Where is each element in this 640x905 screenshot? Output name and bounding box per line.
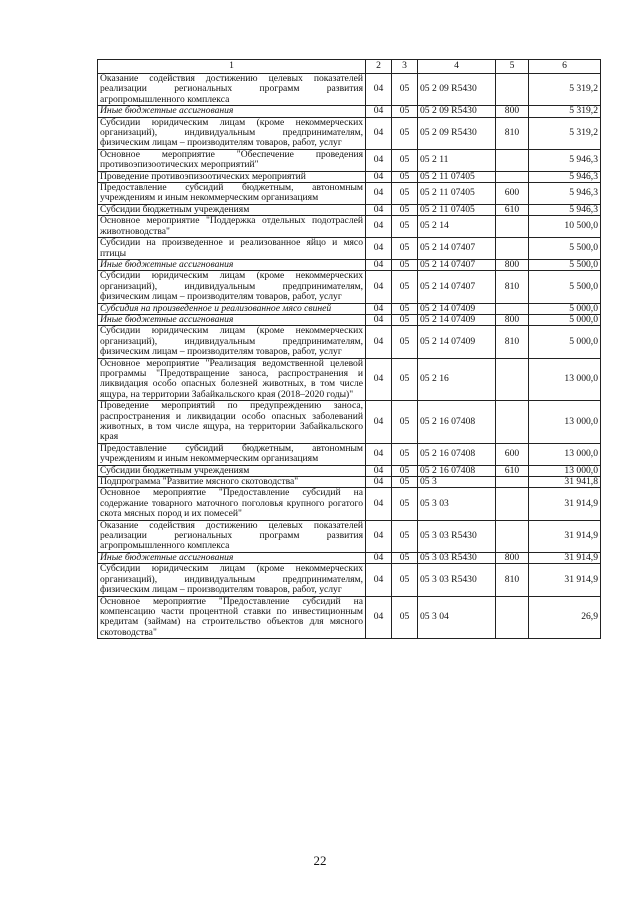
- row-name-cell: Субсидии бюджетным учреждениям: [98, 204, 366, 215]
- table-row: [98, 271, 601, 303]
- expense-type-cell: [496, 74, 529, 106]
- target-article-cell: 05 2 16 07408: [418, 465, 496, 476]
- target-article-cell: 05 2 09 R5430: [418, 117, 496, 149]
- row-name-cell: Подпрограмма "Развитие мясного скотоводства": [98, 477, 366, 488]
- row-name-cell: Основное мероприятие "Предоставление субсидий на содержание товарного маточного поголовья крупного рогатого скота мясных пород и их помесей": [98, 488, 366, 520]
- subsection-code-cell: 05: [392, 106, 418, 117]
- section-code-cell: 04: [366, 216, 392, 238]
- amount-cell: 31 914,9: [529, 552, 601, 563]
- row-name-cell: Субсидии юридическим лицам (кроме некоммерческих организаций), индивидуальным предпринимателям, физическим лицам – производителям товаров, работ, услуг: [98, 117, 366, 149]
- target-article-cell: 05 3 03 R5430: [418, 564, 496, 596]
- section-code-cell: 04: [366, 149, 392, 171]
- table-row: [98, 401, 601, 444]
- expense-type-cell: 810: [496, 564, 529, 596]
- row-name-cell: Основное мероприятие "Обеспечение проведения противоэпизоотических мероприятий": [98, 149, 366, 171]
- subsection-code-cell: 05: [392, 74, 418, 106]
- table-row: [98, 326, 601, 358]
- amount-cell: 5 500,0: [529, 259, 601, 270]
- table-row: [98, 74, 601, 106]
- expense-type-cell: 610: [496, 465, 529, 476]
- section-code-cell: 04: [366, 271, 392, 303]
- table-row: [98, 520, 601, 552]
- subsection-code-cell: 05: [392, 238, 418, 260]
- target-article-cell: 05 2 11 07405: [418, 204, 496, 215]
- expense-type-cell: 600: [496, 183, 529, 205]
- table-row: [98, 149, 601, 171]
- expense-type-cell: 800: [496, 106, 529, 117]
- subsection-code-cell: 05: [392, 259, 418, 270]
- amount-cell: 5 946,3: [529, 204, 601, 215]
- amount-cell: 13 000,0: [529, 465, 601, 476]
- subsection-code-cell: 05: [392, 477, 418, 488]
- table-row: [98, 216, 601, 238]
- expense-type-cell: 800: [496, 259, 529, 270]
- target-article-cell: 05 2 16: [418, 358, 496, 401]
- amount-cell: 5 000,0: [529, 303, 601, 314]
- page-number: 22: [313, 853, 327, 868]
- amount-cell: 5 319,2: [529, 74, 601, 106]
- target-article-cell: 05 2 14 07409: [418, 314, 496, 325]
- section-code-cell: 04: [366, 204, 392, 215]
- row-name-cell: Проведение противоэпизоотических мероприятий: [98, 171, 366, 182]
- expense-type-cell: 810: [496, 117, 529, 149]
- section-code-cell: 04: [366, 552, 392, 563]
- section-code-cell: 04: [366, 401, 392, 444]
- amount-cell: 13 000,0: [529, 358, 601, 401]
- amount-cell: 31 914,9: [529, 520, 601, 552]
- row-name-cell: Субсидии бюджетным учреждениям: [98, 465, 366, 476]
- table-row: [98, 259, 601, 270]
- section-code-cell: 04: [366, 106, 392, 117]
- target-article-cell: 05 2 14 07407: [418, 271, 496, 303]
- target-article-cell: 05 2 09 R5430: [418, 106, 496, 117]
- row-name-cell: Субсидии юридическим лицам (кроме некоммерческих организаций), индивидуальным предпринимателям, физическим лицам – производителям товаров, работ, услуг: [98, 271, 366, 303]
- header-cell: 6: [529, 60, 601, 74]
- section-code-cell: 04: [366, 465, 392, 476]
- header-cell: 2: [366, 60, 392, 74]
- subsection-code-cell: 05: [392, 358, 418, 401]
- target-article-cell: 05 3 03 R5430: [418, 520, 496, 552]
- target-article-cell: 05 2 14: [418, 216, 496, 238]
- amount-cell: 5 946,3: [529, 171, 601, 182]
- subsection-code-cell: 05: [392, 564, 418, 596]
- expense-type-cell: [496, 596, 529, 639]
- subsection-code-cell: 05: [392, 314, 418, 325]
- table-row: [98, 171, 601, 182]
- amount-cell: 10 500,0: [529, 216, 601, 238]
- expense-type-cell: [496, 358, 529, 401]
- row-name-cell: Иные бюджетные ассигнования: [98, 314, 366, 325]
- table-row: [98, 204, 601, 215]
- expense-type-cell: 800: [496, 314, 529, 325]
- subsection-code-cell: 05: [392, 465, 418, 476]
- expense-type-cell: 610: [496, 204, 529, 215]
- table-row: [98, 443, 601, 465]
- header-cell: 3: [392, 60, 418, 74]
- target-article-cell: 05 2 14 07409: [418, 303, 496, 314]
- target-article-cell: 05 2 11 07405: [418, 183, 496, 205]
- header-cell: 4: [418, 60, 496, 74]
- subsection-code-cell: 05: [392, 401, 418, 444]
- table-row: [98, 552, 601, 563]
- budget-table: [97, 59, 601, 639]
- amount-cell: 5 319,2: [529, 117, 601, 149]
- expense-type-cell: 800: [496, 552, 529, 563]
- section-code-cell: 04: [366, 443, 392, 465]
- target-article-cell: 05 2 16 07408: [418, 401, 496, 444]
- subsection-code-cell: 05: [392, 117, 418, 149]
- table-row: [98, 238, 601, 260]
- section-code-cell: 04: [366, 117, 392, 149]
- table-row: [98, 303, 601, 314]
- row-name-cell: Основное мероприятие "Реализация ведомственной целевой программы "Предотвращение заноса, распространения и ликвидация особо опасных болезней животных, в том числе ящура, на территории Забайкальского края (2018–2020 годы)": [98, 358, 366, 401]
- section-code-cell: 04: [366, 303, 392, 314]
- expense-type-cell: [496, 303, 529, 314]
- amount-cell: 13 000,0: [529, 401, 601, 444]
- subsection-code-cell: 05: [392, 271, 418, 303]
- table-row: [98, 596, 601, 639]
- expense-type-cell: [496, 488, 529, 520]
- table-row: [98, 314, 601, 325]
- table-row: [98, 477, 601, 488]
- target-article-cell: 05 2 09 R5430: [418, 74, 496, 106]
- target-article-cell: 05 3: [418, 477, 496, 488]
- table-row: [98, 106, 601, 117]
- amount-cell: 13 000,0: [529, 443, 601, 465]
- section-code-cell: 04: [366, 596, 392, 639]
- subsection-code-cell: 05: [392, 216, 418, 238]
- row-name-cell: Субсидия на произведенное и реализованное мясо свиней: [98, 303, 366, 314]
- amount-cell: 5 500,0: [529, 238, 601, 260]
- row-name-cell: Иные бюджетные ассигнования: [98, 106, 366, 117]
- subsection-code-cell: 05: [392, 303, 418, 314]
- header-row: [98, 60, 601, 74]
- amount-cell: 5 500,0: [529, 271, 601, 303]
- row-name-cell: Субсидии юридическим лицам (кроме некоммерческих организаций), индивидуальным предпринимателям, физическим лицам – производителям товаров, работ, услуг: [98, 564, 366, 596]
- row-name-cell: Иные бюджетные ассигнования: [98, 552, 366, 563]
- expense-type-cell: [496, 171, 529, 182]
- section-code-cell: 04: [366, 488, 392, 520]
- expense-type-cell: [496, 216, 529, 238]
- expense-type-cell: 810: [496, 326, 529, 358]
- table-row: [98, 358, 601, 401]
- target-article-cell: 05 3 03: [418, 488, 496, 520]
- amount-cell: 26,9: [529, 596, 601, 639]
- row-name-cell: Оказание содействия достижению целевых показателей реализации региональных программ развития агропромышленного комплекса: [98, 520, 366, 552]
- row-name-cell: Оказание содействия достижению целевых показателей реализации региональных программ развития агропромышленного комплекса: [98, 74, 366, 106]
- amount-cell: 31 941,8: [529, 477, 601, 488]
- amount-cell: 5 946,3: [529, 149, 601, 171]
- section-code-cell: 04: [366, 238, 392, 260]
- section-code-cell: 04: [366, 74, 392, 106]
- expense-type-cell: 810: [496, 271, 529, 303]
- amount-cell: 5 946,3: [529, 183, 601, 205]
- header-cell: 5: [496, 60, 529, 74]
- target-article-cell: 05 2 16 07408: [418, 443, 496, 465]
- subsection-code-cell: 05: [392, 520, 418, 552]
- target-article-cell: 05 3 04: [418, 596, 496, 639]
- section-code-cell: 04: [366, 314, 392, 325]
- header-cell: 1: [98, 60, 366, 74]
- table-row: [98, 183, 601, 205]
- subsection-code-cell: 05: [392, 171, 418, 182]
- subsection-code-cell: 05: [392, 204, 418, 215]
- section-code-cell: 04: [366, 564, 392, 596]
- expense-type-cell: [496, 149, 529, 171]
- section-code-cell: 04: [366, 259, 392, 270]
- row-name-cell: Основное мероприятие "Поддержка отдельных подотраслей животноводства": [98, 216, 366, 238]
- row-name-cell: Иные бюджетные ассигнования: [98, 259, 366, 270]
- row-name-cell: Проведение мероприятий по предупреждению заноса, распространения и ликвидации особо опасных заболеваний животных, в том числе ящура, на территории Забайкальского края: [98, 401, 366, 444]
- section-code-cell: 04: [366, 326, 392, 358]
- expense-type-cell: [496, 401, 529, 444]
- amount-cell: 5 000,0: [529, 326, 601, 358]
- target-article-cell: 05 2 11 07405: [418, 171, 496, 182]
- subsection-code-cell: 05: [392, 596, 418, 639]
- target-article-cell: 05 2 14 07407: [418, 238, 496, 260]
- subsection-code-cell: 05: [392, 488, 418, 520]
- expense-type-cell: [496, 238, 529, 260]
- target-article-cell: 05 2 11: [418, 149, 496, 171]
- row-name-cell: Предоставление субсидий бюджетным, автономным учреждениям и иным некоммерческим организациям: [98, 183, 366, 205]
- row-name-cell: Предоставление субсидий бюджетным, автономным учреждениям и иным некоммерческим организациям: [98, 443, 366, 465]
- table-row: [98, 465, 601, 476]
- expense-type-cell: [496, 520, 529, 552]
- row-name-cell: Субсидии на произведенное и реализованное яйцо и мясо птицы: [98, 238, 366, 260]
- row-name-cell: Субсидии юридическим лицам (кроме некоммерческих организаций), индивидуальным предпринимателям, физическим лицам – производителям товаров, работ, услуг: [98, 326, 366, 358]
- expense-type-cell: [496, 477, 529, 488]
- amount-cell: 31 914,9: [529, 488, 601, 520]
- table-row: [98, 117, 601, 149]
- subsection-code-cell: 05: [392, 326, 418, 358]
- section-code-cell: 04: [366, 171, 392, 182]
- target-article-cell: 05 3 03 R5430: [418, 552, 496, 563]
- expense-type-cell: 600: [496, 443, 529, 465]
- section-code-cell: 04: [366, 183, 392, 205]
- amount-cell: 31 914,9: [529, 564, 601, 596]
- section-code-cell: 04: [366, 477, 392, 488]
- amount-cell: 5 319,2: [529, 106, 601, 117]
- row-name-cell: Основное мероприятие "Предоставление субсидий на компенсацию части процентной ставки по инвестиционным кредитам (займам) на строительство объектов для мясного скотоводства": [98, 596, 366, 639]
- subsection-code-cell: 05: [392, 183, 418, 205]
- section-code-cell: 04: [366, 520, 392, 552]
- section-code-cell: 04: [366, 358, 392, 401]
- table-row: [98, 564, 601, 596]
- target-article-cell: 05 2 14 07407: [418, 259, 496, 270]
- subsection-code-cell: 05: [392, 552, 418, 563]
- target-article-cell: 05 2 14 07409: [418, 326, 496, 358]
- table-row: [98, 488, 601, 520]
- subsection-code-cell: 05: [392, 443, 418, 465]
- subsection-code-cell: 05: [392, 149, 418, 171]
- amount-cell: 5 000,0: [529, 314, 601, 325]
